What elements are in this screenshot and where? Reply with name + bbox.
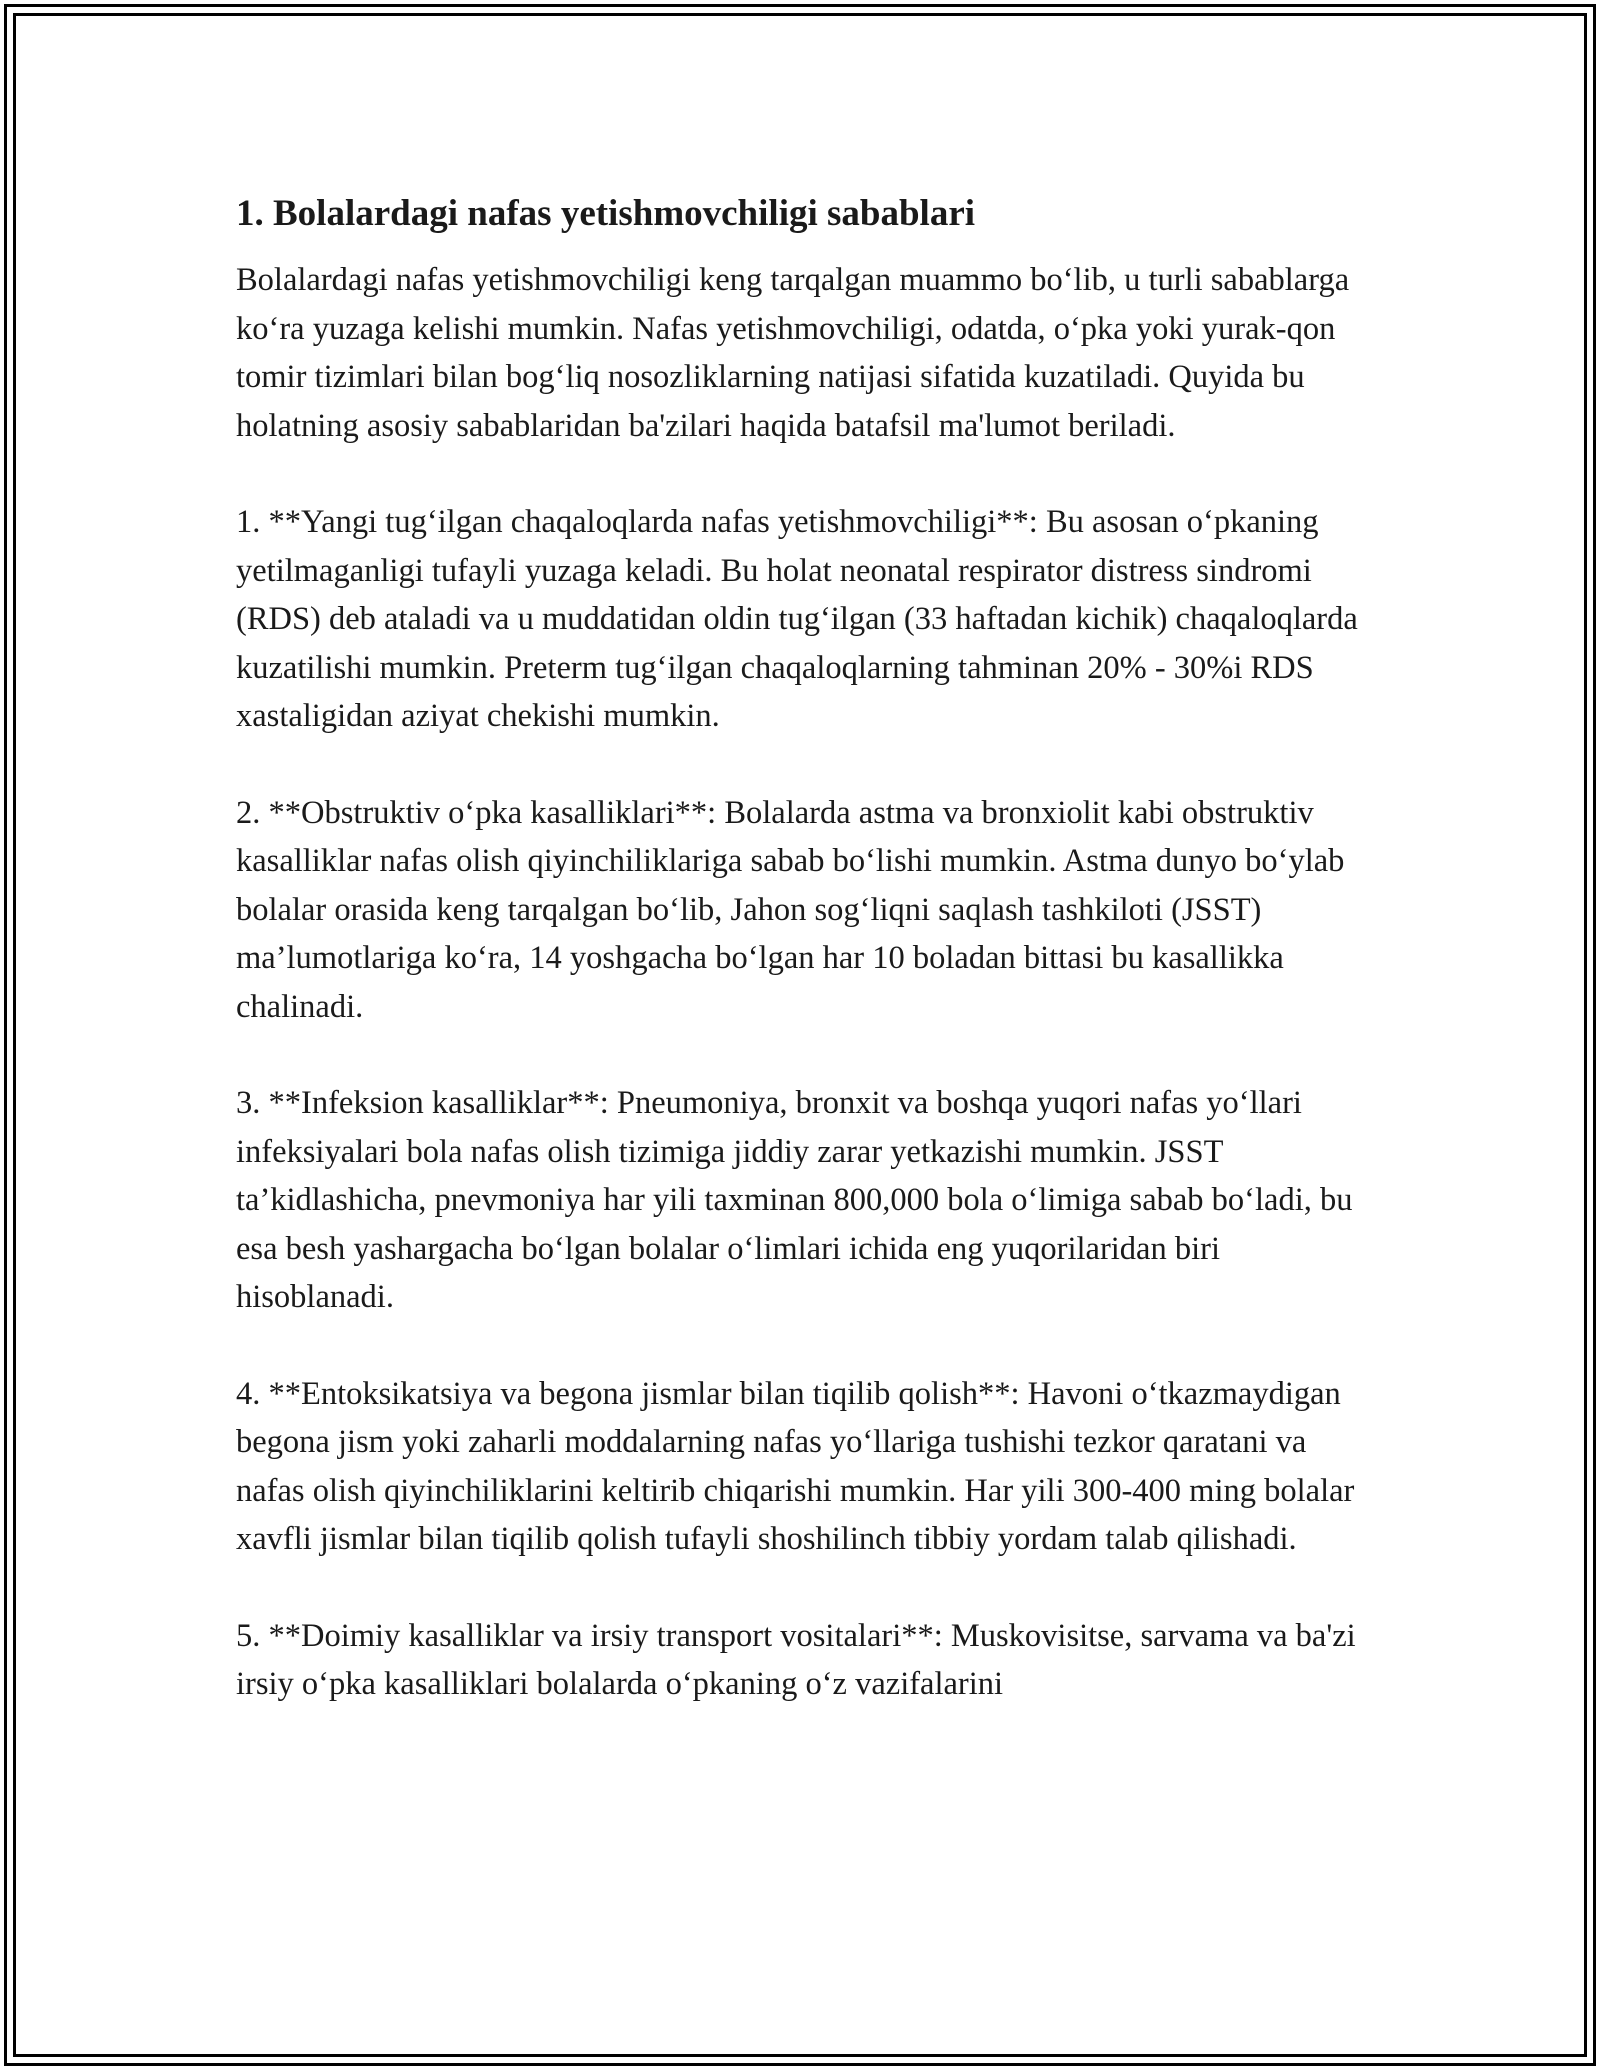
- cause-4-paragraph: 4. **Entoksikatsiya va begona jismlar bilan tiqilib qolish**: Havoni o‘tkazmaydigan begona jism yoki zaharli moddalarning nafas yo‘llariga tushishi tezkor qaratani va nafas olish qiyinchiliklarini keltirib chiqarishi mumkin. Har yili 300-400 ming bolalar xavfli jismlar bilan tiqilib qolish tufayli shoshilinch tibbiy yordam talab qilishadi.: [236, 1375, 1355, 1557]
- intro-paragraph: Bolalardagi nafas yetishmovchiligi keng tarqalgan muammo bo‘lib, u turli sabablarga ko‘ra yuzaga kelishi mumkin. Nafas yetishmovchiligi, odatda, o‘pka yoki yurak-qon tomir tizimlari bilan bog‘liq nosozliklarning natijasi sifatida kuzatiladi. Quyida bu holatning asosiy sabablaridan ba'zilari haqida batafsil ma'lumot beriladi.: [236, 262, 1350, 444]
- document-body: [236, 186, 1376, 1757]
- section-heading: 1. Bolalardagi nafas yetishmovchiligi sabablari: [236, 193, 976, 234]
- cause-5-paragraph: 5. **Doimiy kasalliklar va irsiy transport vositalari**: Muskovisitse, sarvama va ba'zi irsiy o‘pka kasalliklari bolalarda o‘pkaning o‘z vazifalarini: [236, 1617, 1356, 1702]
- cause-1-paragraph: 1. **Yangi tug‘ilgan chaqaloqlarda nafas yetishmovchiligi**: Bu asosan o‘pkaning yetilmaganligi tufayli yuzaga keladi. Bu holat neonatal respirator distress sindromi (RDS) deb ataladi va u muddatidan oldin tug‘ilgan (33 haftadan kichik) chaqaloqlarda kuzatilishi mumkin. Preterm tug‘ilgan chaqaloqlarning tahminan 20% - 30%i RDS xastaligidan aziyat chekishi mumkin.: [236, 504, 1358, 734]
- cause-2-paragraph: 2. **Obstruktiv o‘pka kasalliklari**: Bolalarda astma va bronxiolit kabi obstruktiv kasalliklar nafas olish qiyinchiliklariga sabab bo‘lishi mumkin. Astma dunyo bo‘ylab bolalar orasida keng tarqalgan bo‘lib, Jahon sog‘liqni saqlash tashkiloti (JSST) ma’lumotlariga ko‘ra, 14 yoshgacha bo‘lgan har 10 boladan bittasi bu kasallikka chalinadi.: [236, 794, 1345, 1025]
- cause-3-paragraph: 3. **Infeksion kasalliklar**: Pneumoniya, bronxit va boshqa yuqori nafas yo‘llari infeksiyalari bola nafas olish tizimiga jiddiy zarar yetkazishi mumkin. JSST ta’kidlashicha, pnevmoniya har yili taxminan 800,000 bola o‘limiga sabab bo‘ladi, bu esa besh yashargacha bo‘lgan bolalar o‘limlari ichida eng yuqorilaridan biri hisoblanadi.: [236, 1085, 1353, 1315]
